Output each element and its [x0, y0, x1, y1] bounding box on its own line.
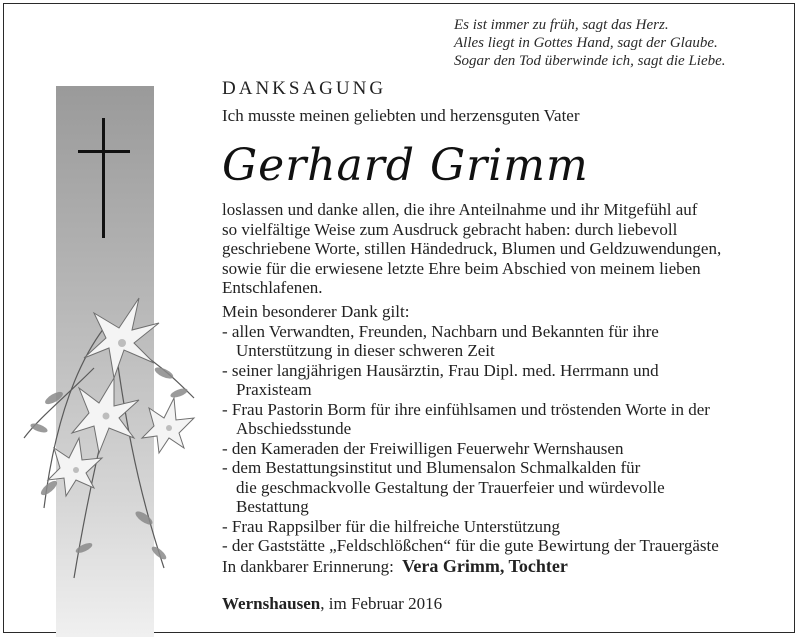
- body-line: geschriebene Worte, stillen Händedruck, Blumen und Geldzuwendungen,: [222, 239, 722, 258]
- thanks-list: [222, 302, 792, 556]
- list-item: [222, 400, 792, 439]
- thanks-title: Mein besonderer Dank gilt:: [222, 302, 410, 321]
- motto-line: Sogar den Tod überwinde ich, sagt die Liebe.: [454, 53, 726, 69]
- flower-bouquet-icon: [14, 288, 199, 588]
- list-item-line: - Frau Pastorin Borm für ihre einfühlsamen und tröstenden Worte in der: [222, 399, 710, 419]
- intro-text: Ich musste meinen geliebten und herzensguten Vater: [222, 106, 580, 125]
- signature-label: In dankbarer Erinnerung:: [222, 557, 394, 576]
- list-item: [222, 517, 792, 537]
- signature: [222, 556, 568, 577]
- list-item-line: - allen Verwandten, Freunden, Nachbarn und Bekannten für ihre: [222, 321, 659, 341]
- list-item-line: - dem Bestattungsinstitut und Blumensalon Schmalkalden für: [222, 458, 641, 477]
- body-line: so vielfältige Weise zum Ausdruck gebracht haben: durch liebevoll: [222, 219, 678, 239]
- list-item-line: - der Gaststätte „Feldschlößchen“ für die gute Bewirtung der Trauergäste: [222, 536, 719, 555]
- list-item-continuation: Praxisteam: [236, 380, 312, 399]
- list-item-continuation: Abschiedsstunde: [236, 419, 352, 438]
- list-item: [222, 536, 792, 556]
- list-item-line: - Frau Rappsilber für die hilfreiche Unterstützung: [222, 516, 561, 536]
- page-title: DANKSAGUNG: [222, 78, 387, 99]
- list-item-continuation: Bestattung: [236, 497, 309, 516]
- list-item-line: - seiner langjährigen Hausärztin, Frau Dipl. med. Herrmann und: [222, 360, 659, 380]
- list-item: [222, 322, 792, 361]
- signature-name: Vera Grimm, Tochter: [402, 556, 568, 576]
- list-item: [222, 361, 792, 400]
- place-town: Wernshausen: [222, 594, 321, 613]
- body-line: sowie für die erwiesene letzte Ehre beim Abschied von meinem lieben: [222, 258, 701, 278]
- body-paragraph: [222, 200, 782, 298]
- list-item-continuation: die geschmackvolle Gestaltung der Trauerfeier und würdevolle: [236, 477, 665, 497]
- list-item-line: - den Kameraden der Freiwilligen Feuerwehr Wernshausen: [222, 438, 624, 458]
- motto-line: Alles liegt in Gottes Hand, sagt der Glaube.: [454, 35, 718, 51]
- place-date-text: , im Februar 2016: [320, 594, 443, 613]
- motto-verse: [454, 16, 754, 70]
- cross-icon: [78, 118, 130, 238]
- list-item: [222, 439, 792, 459]
- motto-line: Es ist immer zu früh, sagt das Herz.: [454, 17, 669, 33]
- body-line: loslassen und danke allen, die ihre Anteilnahme und ihr Mitgefühl auf: [222, 200, 698, 219]
- body-line: Entschlafenen.: [222, 278, 323, 297]
- list-item: [222, 458, 792, 517]
- list-item-continuation: Unterstützung in dieser schweren Zeit: [236, 341, 495, 360]
- deceased-name: Gerhard Grimm: [222, 140, 589, 191]
- place-date: [222, 594, 442, 614]
